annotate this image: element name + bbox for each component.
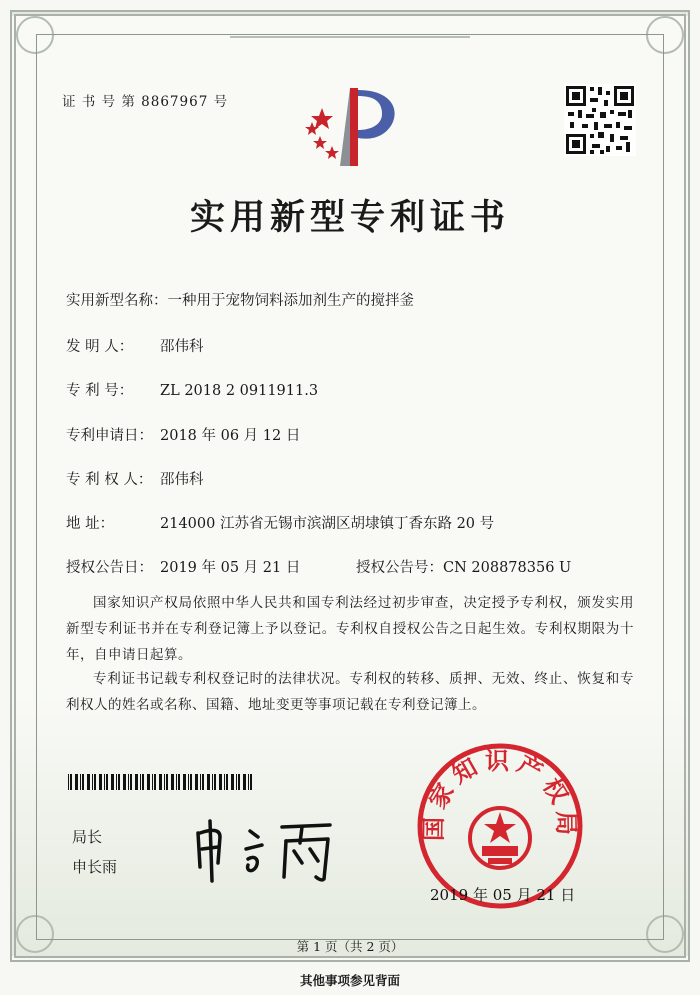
field-label: 地 址： [66, 516, 115, 532]
field-address [66, 512, 494, 533]
barcode-bar [200, 774, 201, 790]
field-label: 授权公告号： [356, 560, 443, 576]
barcode-bar [116, 774, 117, 790]
certificate-title: 实用新型专利证书 [189, 197, 510, 238]
barcode-bar [106, 774, 108, 790]
barcode-bar [135, 774, 138, 790]
field-value: 214000 江苏省无锡市滨湖区胡埭镇丁香东路 20 号 [160, 516, 495, 532]
barcode-bar [207, 774, 210, 790]
patent-office-logo [292, 80, 412, 170]
field-value: 2019 年 05 月 21 日 [160, 560, 301, 576]
barcode-bar [147, 774, 150, 790]
handwritten-signature [190, 815, 340, 885]
field-patentee [66, 468, 204, 489]
field-label: 专利申请日： [66, 428, 153, 444]
barcode-bar [154, 774, 156, 790]
barcode-bar [243, 774, 246, 790]
barcode-bar [87, 774, 90, 790]
barcode-bar [176, 774, 177, 790]
barcode-bar [99, 774, 102, 790]
field-label: 实用新型名称： [66, 293, 168, 309]
field-value: 邵伟科 [160, 472, 204, 488]
barcode-bar [250, 774, 252, 790]
page-number: 第 1 页（共 2 页） [296, 939, 404, 954]
barcode-bar [166, 774, 168, 790]
qr-code [564, 84, 636, 156]
barcode-bar [140, 774, 141, 790]
barcode-bar [195, 774, 198, 790]
barcode-bar [142, 774, 144, 790]
field-value: 邵伟科 [160, 339, 204, 355]
barcode [68, 774, 254, 790]
barcode-bar [183, 774, 186, 790]
signatory-title: 局长 [72, 828, 103, 846]
barcode-bar [70, 774, 72, 790]
barcode-bar [111, 774, 114, 790]
barcode-bar [212, 774, 213, 790]
barcode-bar [214, 774, 216, 790]
field-label: 授权公告日： [66, 560, 153, 576]
field-application-date [66, 424, 300, 445]
field-label: 专 利 号： [66, 383, 134, 399]
barcode-bar [94, 774, 96, 790]
barcode-bar [226, 774, 228, 790]
barcode-bar [118, 774, 120, 790]
barcode-bar [68, 774, 69, 790]
certificate-number: 证 书 号 第 8867967 号 [62, 94, 229, 110]
statement-paragraph: 专利证书记载专利权登记时的法律状况。专利权的转移、质押、无效、终止、恢复和专利权人的姓名或名称、国籍、地址变更等事项记载在专利登记簿上。 [66, 671, 634, 713]
barcode-bar [219, 774, 222, 790]
barcode-bar [236, 774, 237, 790]
barcode-bar [188, 774, 189, 790]
back-note: 其他事项参见背面 [299, 973, 400, 988]
barcode-bar [128, 774, 129, 790]
barcode-bar [164, 774, 165, 790]
field-label: 专 利 权 人： [66, 472, 153, 488]
statement-paragraph: 国家知识产权局依照中华人民共和国专利法经过初步审查，决定授予专利权，颁发实用新型专利证书并在专利登记簿上予以登记。专利权自授权公告之日起生效。专利权期限为十年，自申请日起算。 [66, 595, 634, 663]
barcode-bar [92, 774, 93, 790]
field-value: 一种用于宠物饲料添加剂生产的搅拌釜 [167, 293, 414, 309]
field-patent-number [66, 379, 318, 400]
field-label: 发 明 人： [66, 339, 134, 355]
barcode-bar [231, 774, 234, 790]
barcode-bar [248, 774, 249, 790]
barcode-bar [75, 774, 78, 790]
signatory-name: 申长雨 [72, 858, 118, 876]
barcode-bar [202, 774, 204, 790]
barcode-bar [82, 774, 84, 790]
seal-text: 国家知识产权局 [418, 745, 582, 842]
barcode-bar [159, 774, 162, 790]
barcode-bar [130, 774, 132, 790]
barcode-bar [224, 774, 225, 790]
barcode-bar [152, 774, 153, 790]
barcode-bar [123, 774, 126, 790]
field-value: ZL 2018 2 0911911.3 [160, 383, 319, 399]
field-utility-model-name [66, 289, 414, 310]
seal-date: 2019 年 05 月 21 日 [430, 886, 576, 904]
field-grant-number [356, 556, 571, 577]
barcode-bar [190, 774, 192, 790]
barcode-bar [178, 774, 180, 790]
field-value: 2018 年 06 月 12 日 [160, 428, 301, 444]
barcode-bar [80, 774, 81, 790]
field-inventor [66, 335, 204, 356]
barcode-bar [238, 774, 240, 790]
field-value: CN 208878356 U [443, 560, 572, 576]
barcode-bar [171, 774, 174, 790]
barcode-bar [104, 774, 105, 790]
field-grant-date [66, 556, 300, 577]
